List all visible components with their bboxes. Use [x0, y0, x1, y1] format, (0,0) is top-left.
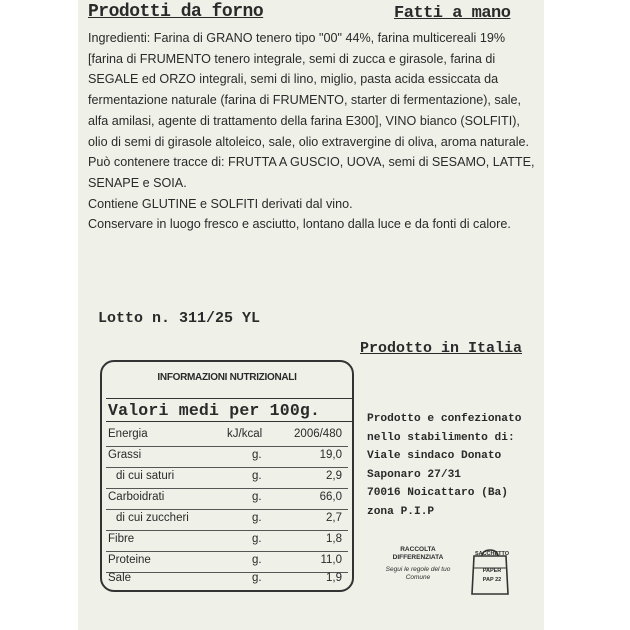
producer-line: Prodotto e confezionato [367, 413, 522, 425]
producer-line: Saponaro 27/31 [367, 468, 461, 481]
nutrition-row [102, 426, 352, 447]
nutrient-value: 66,0 [319, 491, 342, 503]
recycling-note: Segui le regole del tuo Comune [385, 566, 451, 581]
nutrient-name: di cui saturi [116, 470, 175, 482]
paper-icon-label: SACCHETTO [474, 551, 510, 557]
nutrient-unit: g. [252, 449, 262, 461]
paper-icon-label: PAPER [482, 568, 502, 574]
paper-icon-label: PAP 22 [482, 577, 502, 583]
nutrient-unit: g. [252, 533, 262, 545]
nutrient-value: 1,9 [326, 572, 342, 584]
producer-address [367, 410, 539, 522]
nutrient-value: 2,7 [326, 512, 342, 524]
nutrient-unit: kJ/kcal [227, 428, 263, 440]
category-heading: Prodotti da forno [88, 2, 264, 22]
made-in-italy: Prodotto in Italia [360, 340, 523, 357]
producer-line: zona P.I.P [367, 505, 435, 518]
nutrition-title: INFORMAZIONI NUTRIZIONALI [157, 372, 297, 383]
producer-line: Viale sindaco Donato [367, 450, 502, 463]
producer-line: nello stabilimento di: [367, 431, 515, 444]
nutrition-row [102, 531, 352, 552]
nutrient-name: Proteine [108, 554, 151, 566]
ingredients-text: Ingredienti: Farina di GRANO tenero tipo "00" 44%, farina multicereali 19% [farina di FRUMENTO tenero integrale, semi di zucca e girasole, farina di SEGALE ed ORZO integrali, semi di lino, miglio, pasta acida essiccata da fermentazione naturale (farina di FRUMENTO, starter di fermentazione), sale, alfa amilasi, agente di trattamento della farina E300], VINO bianco (SOLFITI), olio di semi di girasole altoleico, sale, olio extravergine di oliva, aroma naturale. [88, 31, 530, 149]
nutrient-name: Fibre [108, 533, 135, 545]
nutrient-value: 2,9 [326, 470, 342, 482]
ingredients-block [88, 28, 536, 235]
nutrient-value: 1,8 [326, 533, 342, 545]
producer-line: 70016 Noicattaro (Ba) [367, 487, 508, 500]
nutrient-name: Carboidrati [108, 491, 165, 503]
nutrition-row [102, 468, 352, 489]
handmade-heading: Fatti a mano [394, 4, 511, 23]
nutrient-unit: g. [252, 470, 262, 482]
nutrient-unit: g. [252, 554, 262, 566]
nutrient-value: 11,0 [320, 554, 342, 566]
recycling-heading: RACCOLTA DIFFERENZIATA [392, 546, 444, 561]
nutrient-unit: g. [252, 512, 262, 524]
nutrition-row [102, 570, 352, 591]
storage-text: Conservare in luogo fresco e asciutto, lontano dalla luce e da fonti di calore. [88, 217, 511, 232]
nutrient-name: Grassi [108, 449, 142, 461]
nutrient-unit: g. [252, 491, 262, 503]
nutrition-row [102, 510, 352, 531]
nutrient-name: Sale [108, 572, 132, 584]
nutrient-value: 2006/480 [294, 428, 342, 440]
nutrient-value: 19,0 [319, 449, 342, 461]
nutrient-unit: g. [252, 572, 262, 584]
gluten-text: Contiene GLUTINE e SOLFITI derivati dal vino. [88, 196, 353, 211]
nutrient-name: di cui zuccheri [116, 512, 189, 524]
product-label [78, 0, 544, 630]
nutrition-subtitle: Valori medi per 100g. [106, 398, 352, 422]
nutrition-row [102, 489, 352, 510]
nutrient-name: Energia [108, 428, 148, 440]
traces-text: Può contenere tracce di: FRUTTA A GUSCIO, UOVA, semi di SESAMO, LATTE, SENAPE e SOIA. [88, 155, 535, 190]
recycling-info [378, 546, 458, 582]
paper-icon-labels [472, 551, 512, 583]
nutrition-row [102, 447, 352, 468]
nutrition-table [100, 360, 354, 592]
lot-number: Lotto n. 311/25 YL [98, 310, 261, 327]
